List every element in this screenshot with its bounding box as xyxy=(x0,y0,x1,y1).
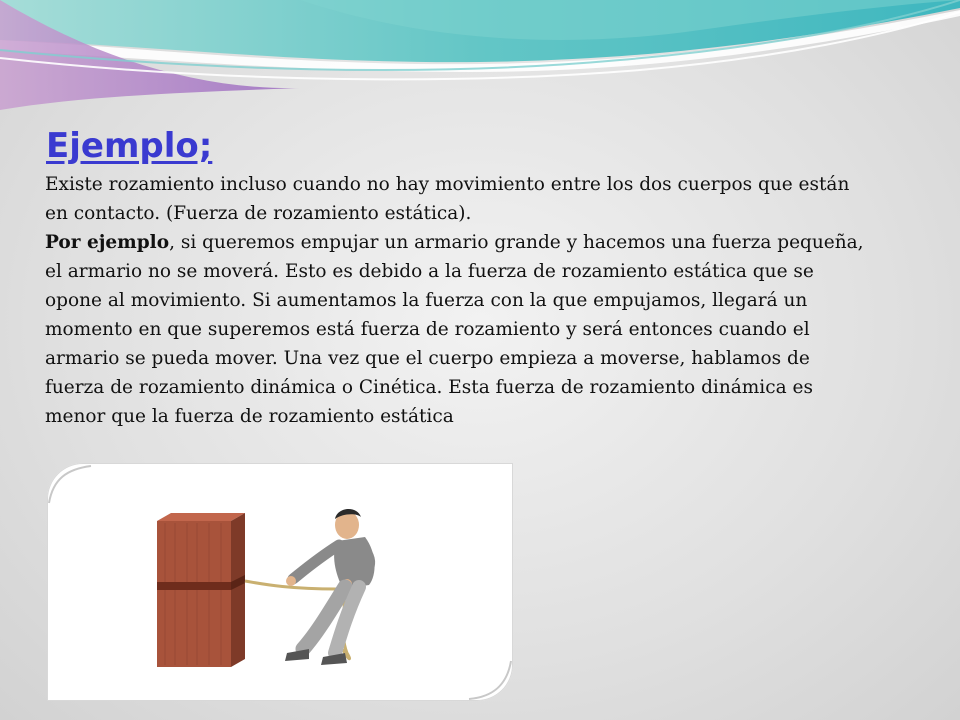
paragraph-example-lead: Por ejemplo xyxy=(45,232,170,253)
crate-icon xyxy=(157,513,245,667)
illustration-frame xyxy=(47,463,513,701)
slide-body xyxy=(45,170,875,431)
slide-title: Ejemplo; xyxy=(46,126,213,166)
paragraph-example-text: , si queremos empujar un armario grande y hacemos una fuerza pequeña, el armario no se moverá. Esto es debido a la fuerza de rozamiento estática que se opone al movimiento. Si aumentamos la fuerza con la que empujamos, llegará un momento en que superemos está fuerza de rozamiento y será entonces cuando el armario se pueda mover. Una vez que el cuerpo empieza a moverse, hablamos de fuerza de rozamiento dinámica o Cinética. Esta fuerza de rozamiento dinámica es menor que la fuerza de rozamiento estática xyxy=(45,232,864,427)
paragraph-static-friction: Existe rozamiento incluso cuando no hay movimiento entre los dos cuerpos que están en contacto. (Fuerza de rozamiento estática). xyxy=(45,174,850,224)
header-wave-decoration xyxy=(0,0,960,110)
man-pulling-crate-illustration xyxy=(47,463,513,701)
